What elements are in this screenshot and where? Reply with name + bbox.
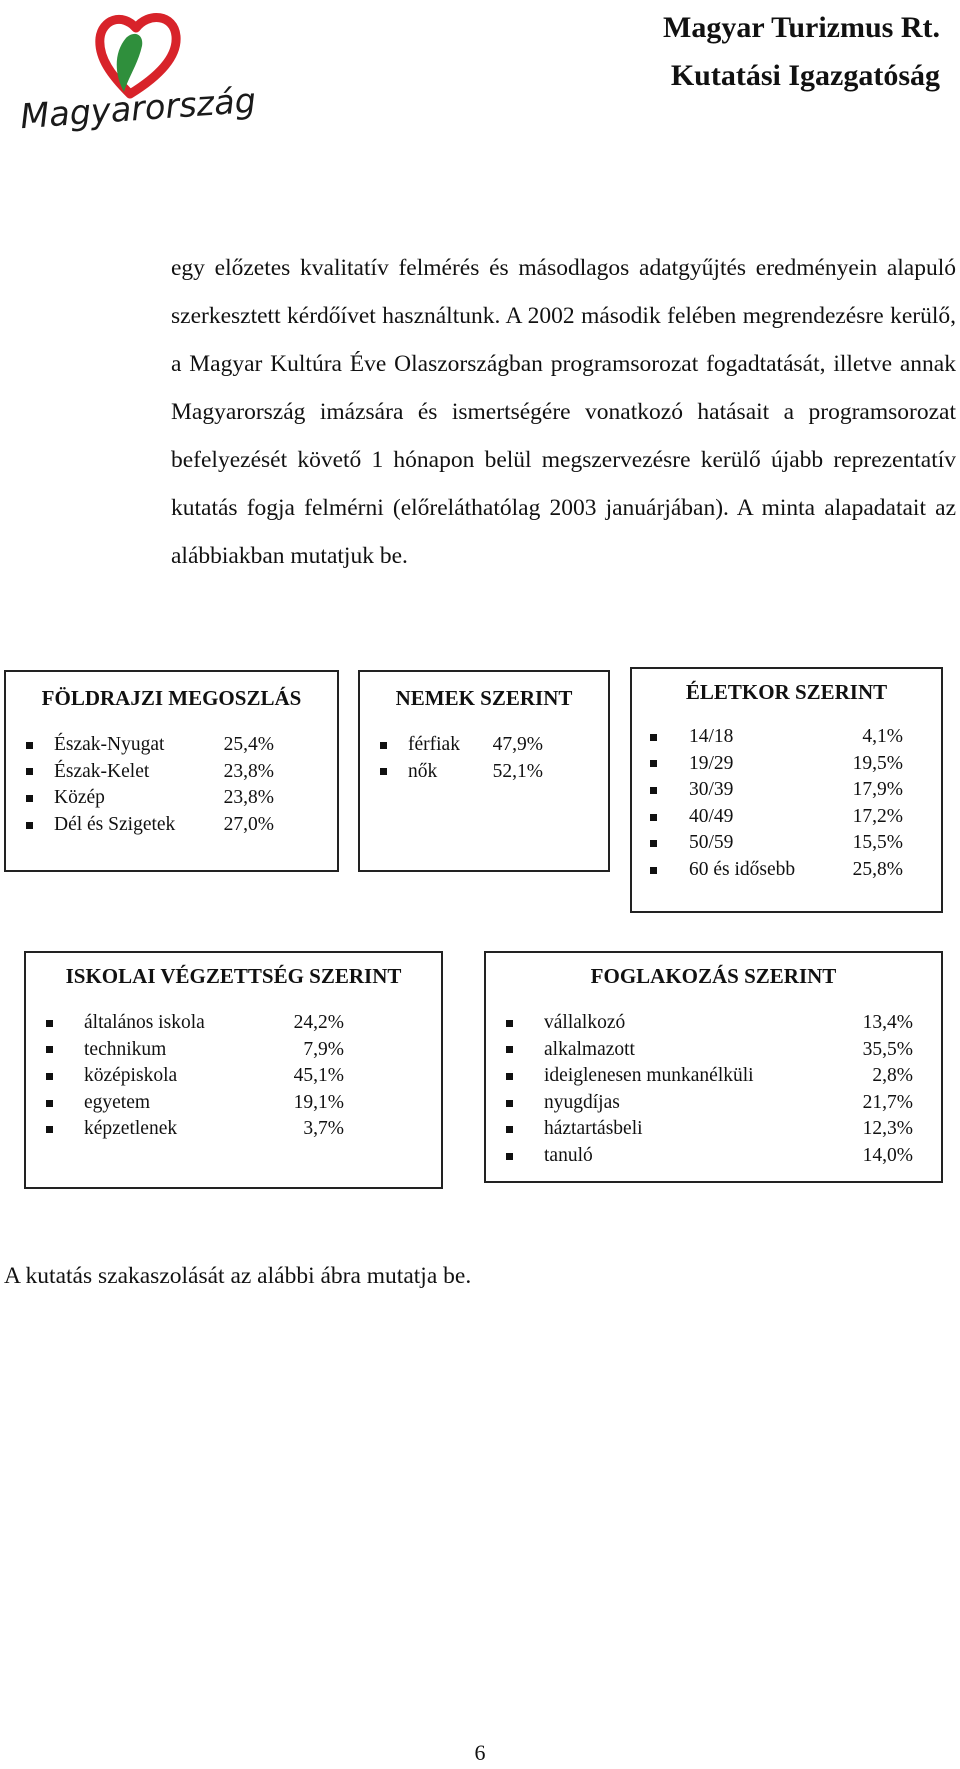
department-name: Kutatási Igazgatóság bbox=[670, 59, 940, 92]
stat-item bbox=[46, 1116, 344, 1143]
stat-label: férfiak bbox=[408, 734, 460, 755]
square-bullet-icon bbox=[506, 1020, 513, 1027]
square-bullet-icon bbox=[650, 760, 657, 767]
stat-item bbox=[650, 830, 903, 857]
box-title: FOGLAKOZÁS SZERINT bbox=[590, 964, 837, 988]
square-bullet-icon bbox=[506, 1126, 513, 1133]
stat-value: 2,8% bbox=[872, 1065, 913, 1087]
square-bullet-icon bbox=[650, 840, 657, 847]
stat-label: Közép bbox=[54, 787, 105, 809]
stat-item bbox=[26, 732, 274, 759]
stat-label: középiskola bbox=[84, 1065, 178, 1087]
stat-label: általános iskola bbox=[84, 1012, 205, 1033]
stat-item bbox=[506, 1037, 913, 1064]
stat-list bbox=[26, 732, 274, 838]
stat-item bbox=[26, 785, 274, 812]
header-company-block bbox=[663, 4, 940, 100]
square-bullet-icon bbox=[26, 822, 33, 829]
stat-item bbox=[506, 1063, 913, 1090]
box-title: FÖLDRAJZI MEGOSZLÁS bbox=[41, 686, 302, 710]
stat-label: 14/18 bbox=[689, 726, 734, 747]
square-bullet-icon bbox=[650, 787, 657, 794]
stat-item bbox=[650, 751, 903, 778]
stat-label: 50/59 bbox=[689, 832, 734, 854]
square-bullet-icon bbox=[650, 867, 657, 874]
stat-list bbox=[380, 732, 543, 785]
stat-item bbox=[506, 1090, 913, 1117]
magyarorszag-logo bbox=[18, 8, 258, 138]
square-bullet-icon bbox=[46, 1126, 53, 1133]
stat-label: tanuló bbox=[544, 1144, 593, 1166]
stat-item bbox=[46, 1010, 344, 1037]
stat-label: képzetlenek bbox=[84, 1118, 178, 1140]
stat-label: vállalkozó bbox=[544, 1012, 626, 1033]
stat-item bbox=[650, 857, 903, 884]
stat-label: alkalmazott bbox=[544, 1038, 635, 1060]
box-title: NEMEK SZERINT bbox=[395, 686, 573, 710]
closing-sentence: A kutatás szakaszolását az alábbi ábra mutatja be. bbox=[4, 1263, 472, 1289]
square-bullet-icon bbox=[26, 795, 33, 802]
stat-value: 19,5% bbox=[852, 752, 903, 774]
square-bullet-icon bbox=[650, 734, 657, 741]
square-bullet-icon bbox=[380, 742, 387, 749]
stat-label: nyugdíjas bbox=[544, 1091, 620, 1113]
box-title: ÉLETKOR SZERINT bbox=[685, 680, 888, 704]
stat-value: 17,9% bbox=[852, 779, 903, 801]
occupation-distribution-box bbox=[484, 951, 943, 1183]
square-bullet-icon bbox=[380, 768, 387, 775]
square-bullet-icon bbox=[26, 768, 33, 775]
square-bullet-icon bbox=[26, 742, 33, 749]
stat-value: 7,9% bbox=[303, 1038, 344, 1060]
stat-value: 35,5% bbox=[862, 1038, 913, 1060]
stat-value: 23,8% bbox=[223, 787, 274, 809]
stat-item bbox=[650, 724, 903, 751]
square-bullet-icon bbox=[650, 814, 657, 821]
stat-value: 27,0% bbox=[223, 813, 274, 835]
stat-item bbox=[380, 759, 543, 786]
square-bullet-icon bbox=[46, 1073, 53, 1080]
stat-value: 45,1% bbox=[293, 1065, 344, 1087]
square-bullet-icon bbox=[506, 1153, 513, 1160]
company-name: Magyar Turizmus Rt. bbox=[663, 11, 940, 44]
stat-value: 52,1% bbox=[492, 760, 543, 782]
stat-value: 3,7% bbox=[303, 1118, 344, 1140]
logo-wordmark: Magyarország bbox=[18, 80, 258, 138]
square-bullet-icon bbox=[506, 1100, 513, 1107]
heart-logo-icon bbox=[18, 8, 258, 138]
stat-label: egyetem bbox=[84, 1091, 151, 1113]
geographic-distribution-box bbox=[4, 670, 339, 872]
stat-value: 12,3% bbox=[862, 1118, 913, 1140]
stat-item bbox=[650, 777, 903, 804]
square-bullet-icon bbox=[46, 1046, 53, 1053]
gender-distribution-box bbox=[358, 670, 610, 872]
stat-item bbox=[26, 812, 274, 839]
stat-label: Dél és Szigetek bbox=[54, 813, 176, 835]
stat-item bbox=[46, 1063, 344, 1090]
stat-value: 25,8% bbox=[852, 858, 903, 880]
square-bullet-icon bbox=[506, 1046, 513, 1053]
stat-value: 25,4% bbox=[223, 734, 274, 755]
intro-paragraph: egy előzetes kvalitatív felmérés és másodlagos adatgyűjtés eredményein alapuló szerkesztett kérdőívet használtunk. A 2002 második felében megrendezésre kerülő, a Magyar Kultúra Éve Olaszországban programsorozat fogadtatását, illetve annak Magyarország imázsára és ismertségére vonatkozó hatásait a programsorozat befelyezését követő 1 hónapon belül megszervezésre kerülő újabb reprezentatív kutatás fogja felmérni (előreláthatólag 2003 januárjában). A minta alapadatait az alábbiakban mutatjuk be. bbox=[171, 255, 956, 569]
stat-item bbox=[380, 732, 543, 759]
stat-item bbox=[46, 1090, 344, 1117]
stat-value: 47,9% bbox=[492, 734, 543, 755]
stat-list bbox=[650, 724, 903, 884]
stat-value: 23,8% bbox=[223, 760, 274, 782]
stat-value: 4,1% bbox=[862, 726, 903, 747]
stat-label: nők bbox=[408, 760, 438, 782]
stat-item bbox=[506, 1143, 913, 1170]
page-number: 6 bbox=[474, 1740, 486, 1765]
stat-item bbox=[506, 1010, 913, 1037]
education-distribution-box bbox=[24, 951, 443, 1189]
square-bullet-icon bbox=[506, 1073, 513, 1080]
stat-value: 24,2% bbox=[293, 1012, 344, 1033]
stat-label: 40/49 bbox=[689, 805, 734, 827]
stat-value: 13,4% bbox=[862, 1012, 913, 1033]
stat-label: 60 és idősebb bbox=[689, 858, 796, 880]
stat-label: Észak-Nyugat bbox=[54, 734, 165, 755]
square-bullet-icon bbox=[46, 1100, 53, 1107]
stat-label: 19/29 bbox=[689, 752, 734, 774]
stat-item bbox=[650, 804, 903, 831]
age-distribution-box bbox=[630, 667, 943, 913]
stat-list bbox=[506, 1010, 913, 1170]
stat-value: 19,1% bbox=[293, 1091, 344, 1113]
stat-value: 15,5% bbox=[852, 832, 903, 854]
stat-item bbox=[506, 1116, 913, 1143]
stat-value: 21,7% bbox=[862, 1091, 913, 1113]
box-title: ISKOLAI VÉGZETTSÉG SZERINT bbox=[65, 964, 402, 988]
stat-item bbox=[26, 759, 274, 786]
stat-label: Észak-Kelet bbox=[54, 760, 150, 782]
stat-value: 14,0% bbox=[862, 1144, 913, 1166]
stat-label: ideiglenesen munkanélküli bbox=[544, 1065, 754, 1087]
stat-label: 30/39 bbox=[689, 779, 734, 801]
square-bullet-icon bbox=[46, 1020, 53, 1027]
stat-list bbox=[46, 1010, 344, 1143]
stat-value: 17,2% bbox=[852, 805, 903, 827]
stat-label: háztartásbeli bbox=[544, 1118, 643, 1140]
stat-label: technikum bbox=[84, 1038, 167, 1060]
stat-item bbox=[46, 1037, 344, 1064]
